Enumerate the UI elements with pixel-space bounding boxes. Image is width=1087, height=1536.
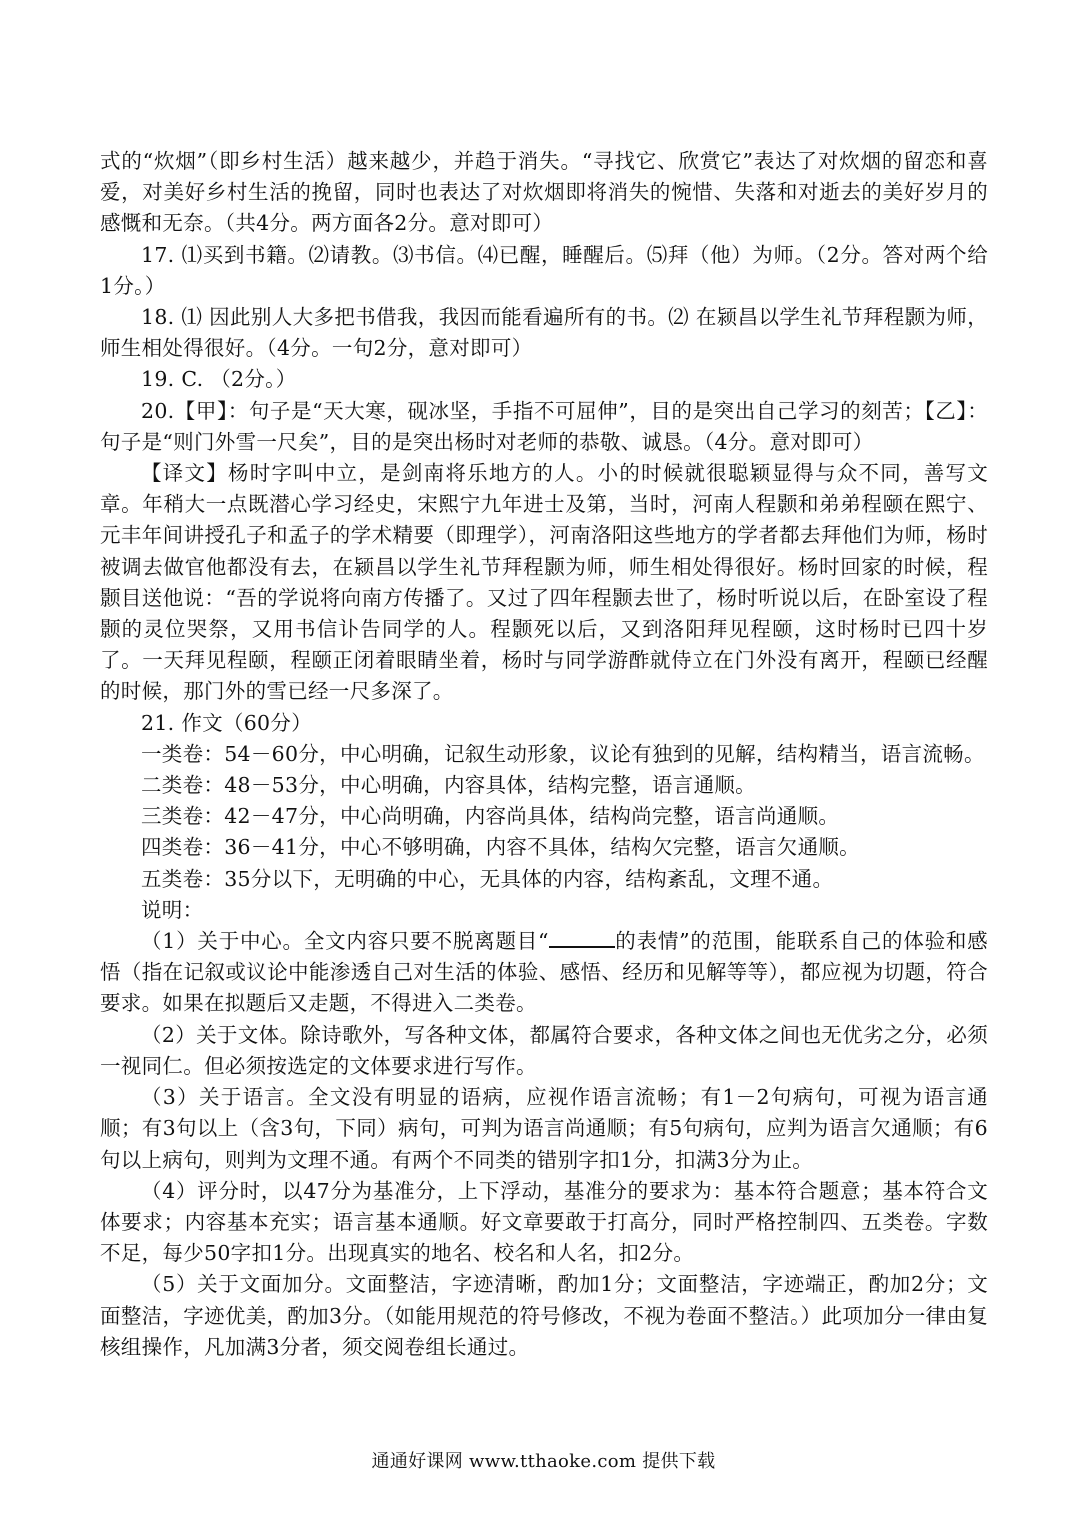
paragraph-answer-18: 18. ⑴ 因此别人大多把书借我，我因而能看遍所有的书。⑵ 在颍昌以学生礼节拜程颢为师，师生相处得很好。（4分。一句2分，意对即可） (100, 305, 988, 361)
paragraph-grade-5: 五类卷：35分以下，无明确的中心，无具体的内容，结构紊乱，文理不通。 (141, 866, 834, 891)
paragraph-notes-title: 说明： (141, 897, 204, 922)
paragraph-grade-2: 二类卷：48－53分，中心明确，内容具体，结构完整，语言通顺。 (141, 773, 756, 798)
paragraph-note-2: （2）关于文体。除诗歌外，写各种文体，都属符合要求，各种文体之间也无优劣之分，必须一视同仁。但必须按选定的文体要求进行写作。 (100, 1022, 988, 1078)
fill-in-blank-line (549, 928, 615, 948)
paragraph-answer-21-heading: 21. 作文（60分） (141, 710, 313, 735)
paragraph-grade-4: 四类卷：36－41分，中心不够明确，内容不具体，结构欠完整，语言欠通顺。 (141, 835, 860, 860)
paragraph-grade-3: 三类卷：42－47分，中心尚明确，内容尚具体，结构尚完整，语言尚通顺。 (141, 804, 840, 829)
paragraph-grade-1: 一类卷：54－60分，中心明确，记叙生动形象，议论有独到的见解，结构精当，语言流畅。 (141, 741, 985, 766)
paragraph-answer-17: 17. ⑴买到书籍。⑵请教。⑶书信。⑷已醒，睡醒后。⑸拜（他）为师。（2分。答对两个给1分。） (100, 242, 988, 298)
paragraph-note-4: （4）评分时，以47分为基准分，上下浮动，基准分的要求为：基本符合题意；基本符合文体要求；内容基本充实；语言基本通顺。好文章要敢于打高分，同时严格控制四、五类卷。字数不足，每少50字扣1分。出现真实的地名、校名和人名，扣2分。 (100, 1178, 988, 1266)
paragraph-translation: 【译文】杨时字叫中立，是剑南将乐地方的人。小的时候就很聪颖显得与众不同，善写文章。年稍大一点既潜心学习经史，宋熙宁九年进士及第，当时，河南人程颢和弟弟程颐在熙宁、元丰年间讲授孔子和孟子的学术精要（即理学），河南洛阳这些地方的学者都去拜他们为师，杨时被调去做官他都没有去，在颍昌以学生礼节拜程颢为师，师生相处得很好。杨时回家的时候，程颢目送他说：“吾的学说将向南方传播了。又过了四年程颢去世了，杨时听说以后，在卧室设了程颢的灵位哭祭，又用书信讣告同学的人。程颢死以后，又到洛阳拜见程颐，这时杨时已四十岁了。一天拜见程颐，程颐正闭着眼睛坐着，杨时与同学游酢就侍立在门外没有离开，程颐已经醒的时候，那门外的雪已经一尺多深了。 (100, 461, 988, 704)
paragraph-note-5: （5）关于文面加分。文面整洁，字迹清晰，酌加1分；文面整洁，字迹端正，酌加2分；文面整洁，字迹优美，酌加3分。（如能用规范的符号修改，不视为卷面不整洁。）此项加分一律由复核组操作，凡加满3分者，须交阅卷组长通过。 (100, 1272, 988, 1359)
page-footer: 通通好课网 www.tthaoke.com 提供下载 (371, 1451, 716, 1472)
document-body (100, 146, 988, 1363)
paragraph-answer-19: 19. C. （2分。） (141, 367, 297, 392)
paragraph-note-1 (100, 926, 988, 1020)
paragraph-answer-16-continued: 式的“炊烟”（即乡村生活）越来越少，并趋于消失。“寻找它、欣赏它”表达了对炊烟的留恋和喜爱，对美好乡村生活的挽留，同时也表达了对炊烟即将消失的惋惜、失落和对逝去的美好岁月的感慨和无奈。（共4分。两方面各2分。意对即可） (100, 149, 988, 236)
note-1-text-before: （1）关于中心。全文内容只要不脱离题目“ (141, 929, 549, 954)
note-1-text-after: 的表情”的范围，能联系自己的体验和感悟（指在记叙或议论中能渗透自己对生活的体验、感悟、经历和见解等等），都应视为切题，符合要求。如果在拟题后又走题，不得进入二类卷。 (100, 929, 988, 1016)
paragraph-note-3: （3）关于语言。全文没有明显的语病，应视作语言流畅；有1－2句病句，可视为语言通顺；有3句以上（含3句，下同）病句，可判为语言尚通顺；有5句病句，应判为语言欠通顺；有6句以上病句，则判为文理不通。有两个不同类的错别字扣1分，扣满3分为止。 (100, 1085, 988, 1172)
paragraph-answer-20: 20.【甲】：句子是“天大寒，砚冰坚，手指不可屈伸”，目的是突出自己学习的刻苦；【乙】：句子是“则门外雪一尺矣”，目的是突出杨时对老师的恭敬、诚恳。（4分。意对即可） (100, 398, 988, 454)
